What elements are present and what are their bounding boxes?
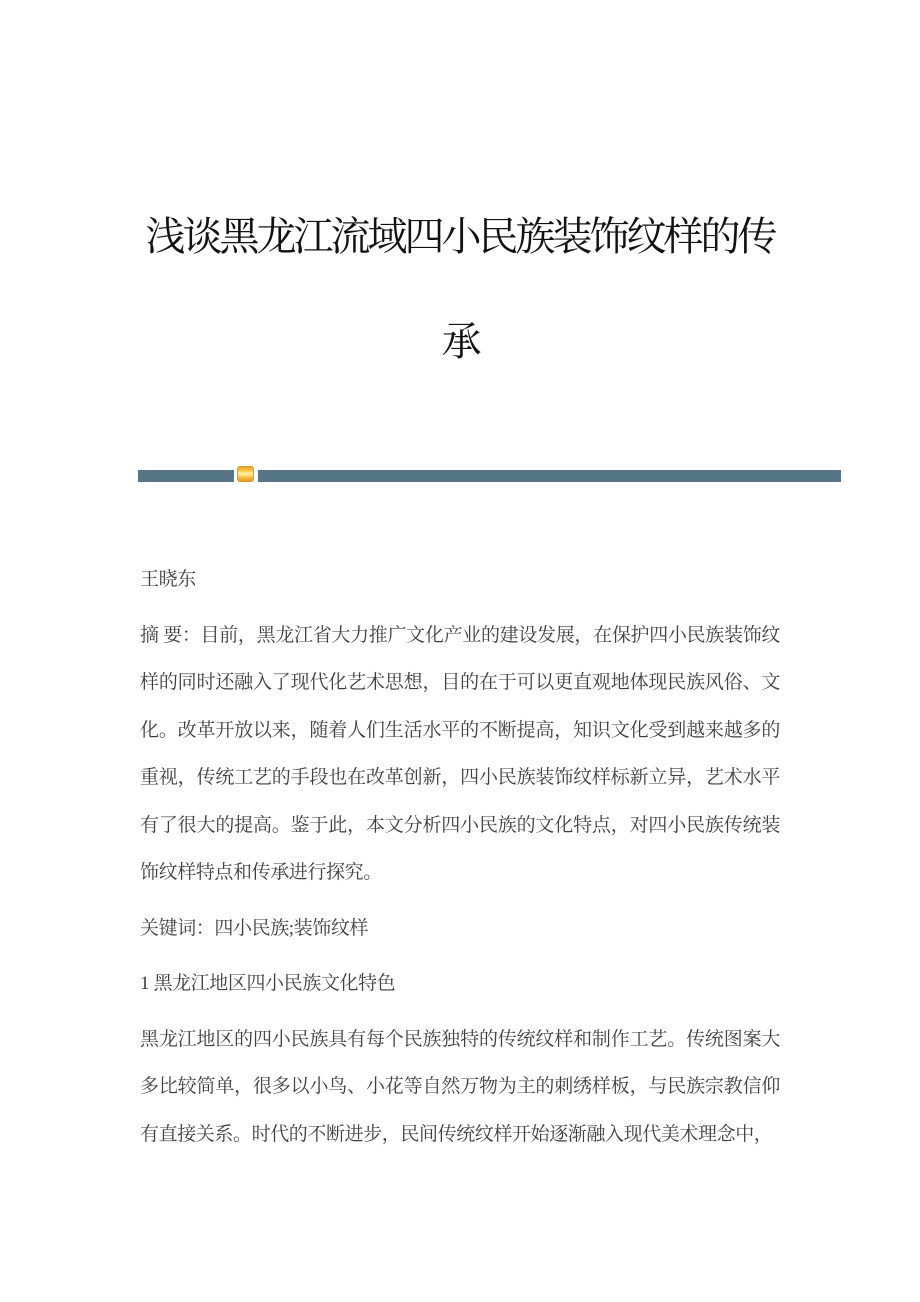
keywords-line: 关键词：四小民族;装饰纹样 — [140, 917, 369, 939]
article-body — [140, 556, 780, 1166]
author-name: 王晓东 — [140, 569, 196, 590]
section-1-paragraph-1: 黑龙江地区的四小民族具有每个民族独特的传统纹样和制作工艺。传统图案大多比较简单，很多以小鸟、小花等自然万物为主的刺绣样板，与民族宗教信仰有直接关系。时代的不断进步，民间传统纹样开始逐渐融入现代美术理念中， — [140, 1028, 780, 1145]
article-title-line-1: 浅谈黑龙江流域四小民族装饰纹样的传 — [145, 214, 775, 259]
divider-line-right — [258, 470, 841, 482]
article-title — [130, 184, 790, 394]
article-title-line-2: 承 — [441, 319, 479, 364]
section-heading-1: 1 黑龙江地区四小民族文化特色 — [140, 973, 396, 994]
gold-envelope-icon — [237, 466, 254, 482]
divider-line-left — [138, 470, 234, 482]
abstract-paragraph: 摘 要：目前，黑龙江省大力推广文化产业的建设发展，在保护四小民族装饰纹样的同时还融入了现代化艺术思想，目的在于可以更直观地体现民族风俗、文化。改革开放以来，随着人们生活水平的不断提高，知识文化受到越来越多的重视，传统工艺的手段也在改革创新，四小民族装饰纹样标新立异，艺术水平有了很大的提高。鉴于此，本文分析四小民族的文化特点，对四小民族传统装饰纹样特点和传承进行探究。 — [140, 624, 780, 883]
